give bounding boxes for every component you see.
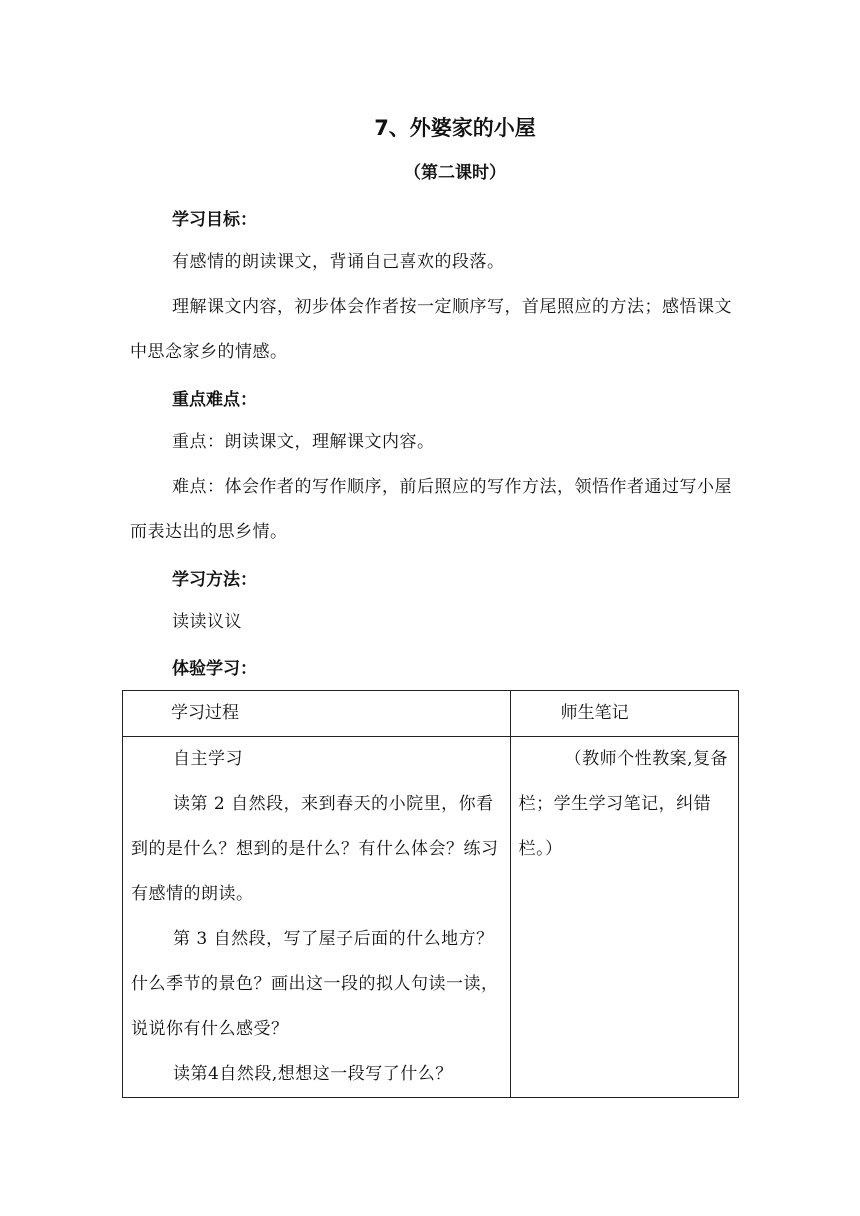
difficulty: 难点：体会作者的写作顺序，前后照应的写作方法，领悟作者通过写小屋而表达出的思乡情。 <box>130 477 732 542</box>
process-header-cell <box>123 691 511 737</box>
notes-cell <box>510 737 738 1098</box>
experience-heading: 体验学习： <box>172 659 257 679</box>
goal-2: 理解课文内容，初步体会作者按一定顺序写，首尾照应的方法；感悟课文中思念家乡的情感。 <box>130 297 732 362</box>
process-item: 读第 2 自然段，来到春天的小院里，你看到的是什么？想到的是什么？有什么体会？练习有感情的朗读。 <box>131 794 499 904</box>
goal-1: 有感情的朗读课文，背诵自己喜欢的段落。 <box>172 252 505 272</box>
notes-header: 师生笔记 <box>560 703 629 723</box>
notes-text: （教师个性教案,复备栏；学生学习笔记，纠错栏。） <box>518 749 729 859</box>
process-item: 第 3 自然段，写了屋子后面的什么地方？什么季节的景色？画出这一段的拟人句读一读，说说你有什么感受？ <box>131 929 499 1039</box>
key-heading: 重点难点： <box>172 390 257 410</box>
lesson-title: 7、外婆家的小屋 <box>374 116 536 140</box>
method-heading: 学习方法： <box>172 570 257 590</box>
process-item: 自主学习 <box>173 749 243 769</box>
learning-table <box>122 690 739 1098</box>
goals-heading: 学习目标： <box>172 210 257 230</box>
table-header-row <box>123 691 739 737</box>
method-text: 读读议议 <box>172 612 242 632</box>
process-item: 读第4自然段,想想这一段写了什么？ <box>173 1064 453 1084</box>
table-row <box>123 737 739 1098</box>
process-header: 学习过程 <box>171 703 239 723</box>
notes-header-cell <box>510 691 738 737</box>
key-point: 重点：朗读课文，理解课文内容。 <box>172 432 435 452</box>
lesson-subtitle: （第二课时） <box>404 163 506 183</box>
process-cell <box>123 737 511 1098</box>
